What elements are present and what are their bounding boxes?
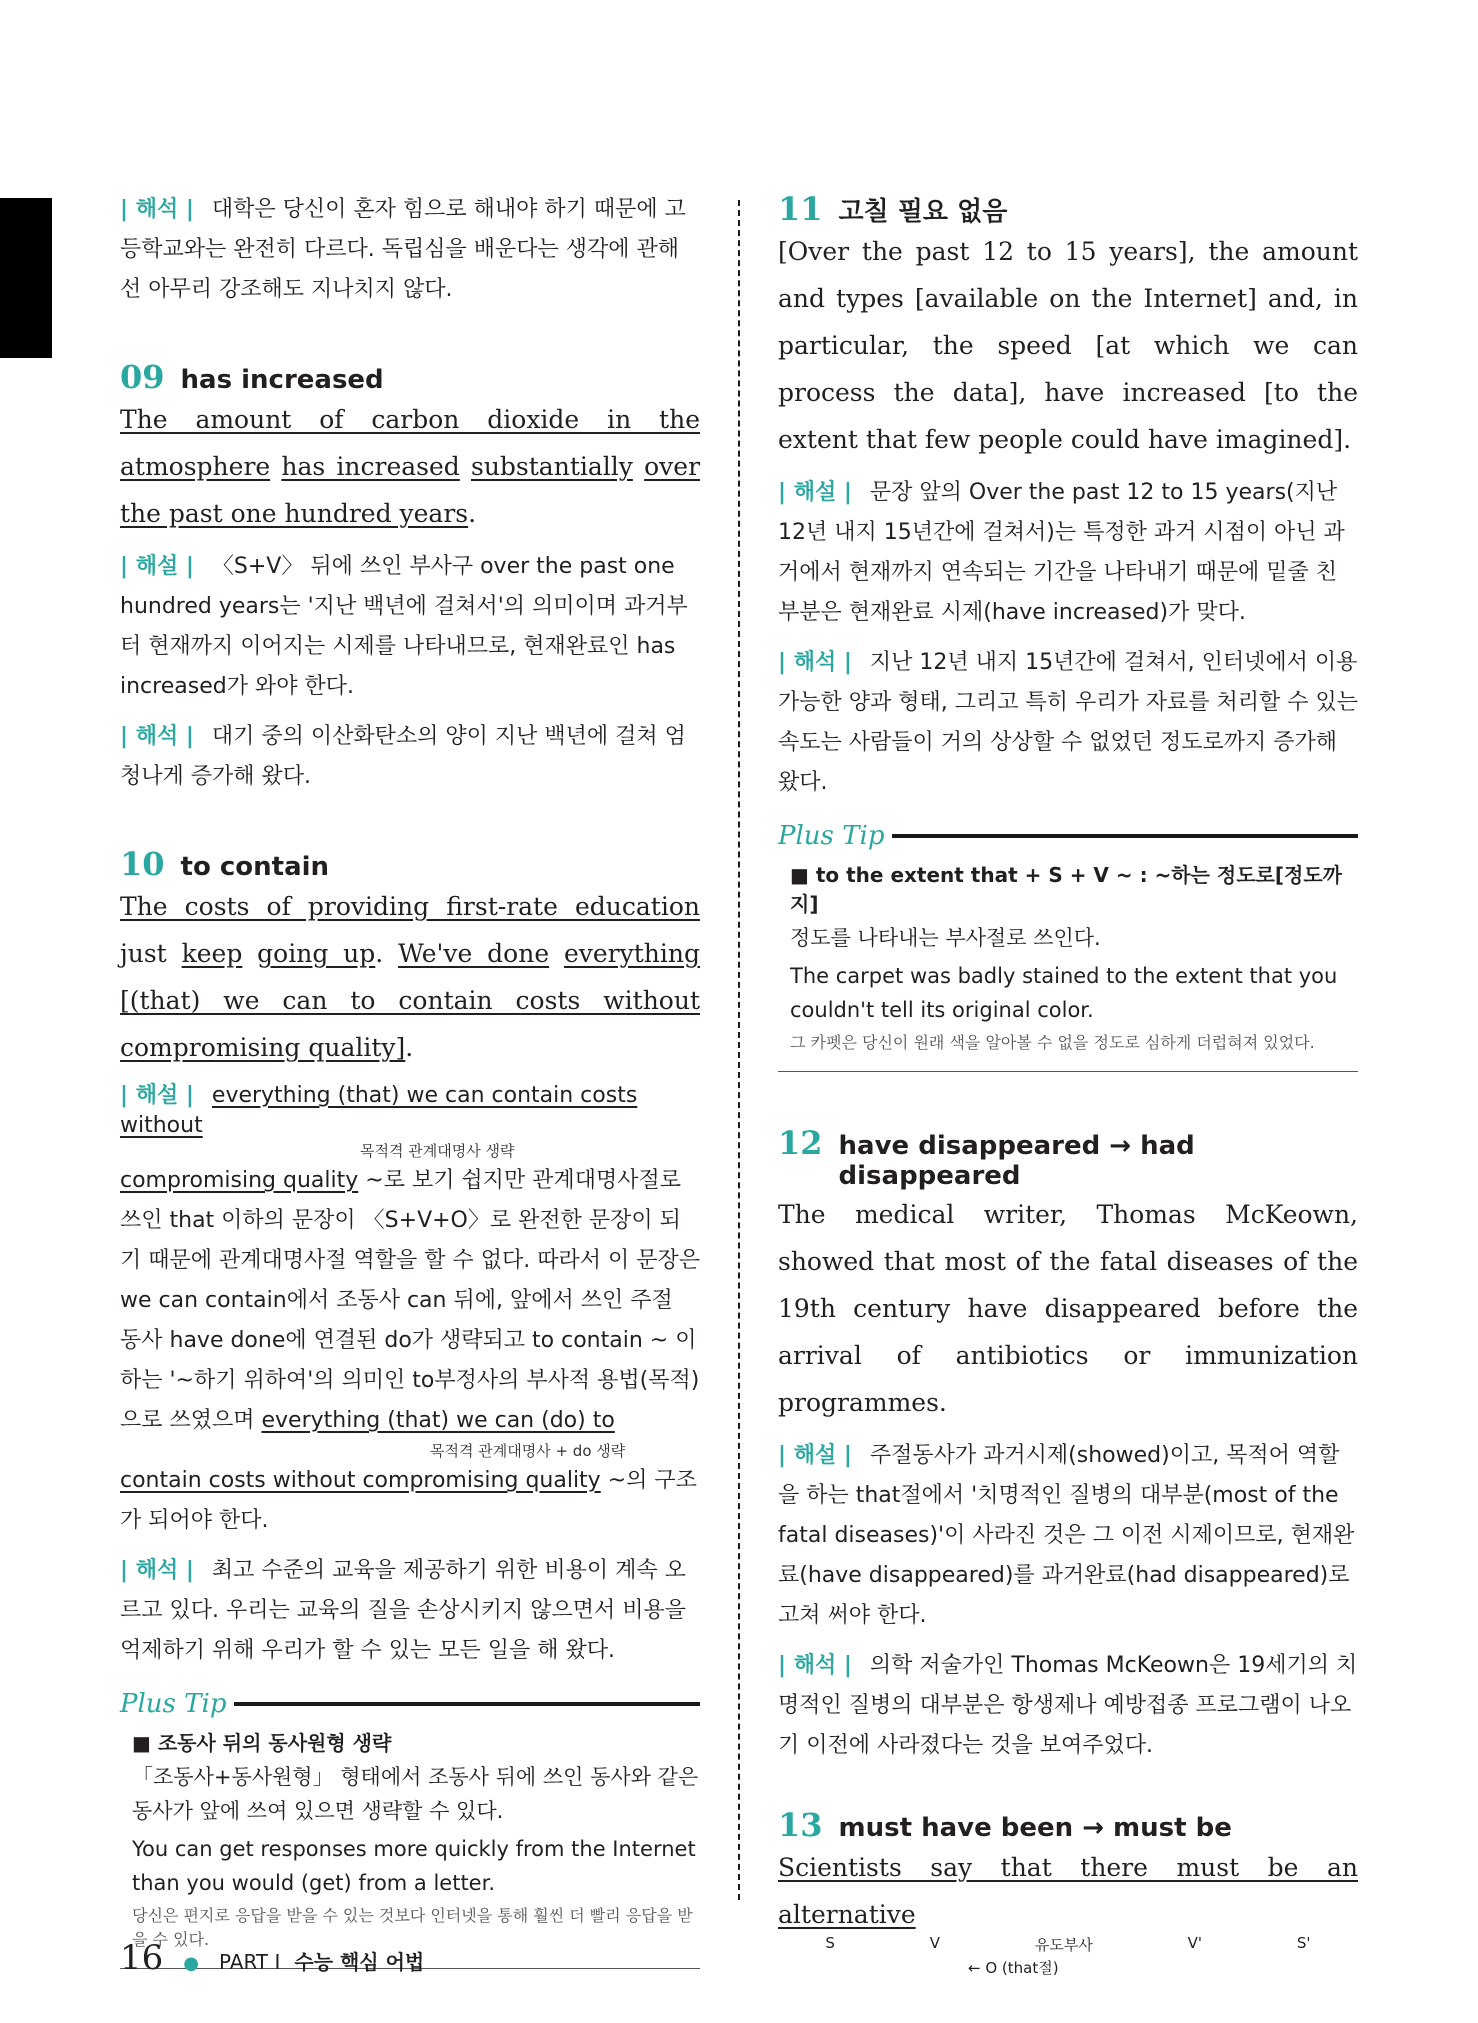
q13-heading: 13 must have been → must be [778, 1806, 1232, 1844]
column-divider [738, 200, 740, 1900]
plus-tip-example: You can get responses more quickly from the Internet than you would (get) from a letter. [132, 1837, 696, 1895]
plus-tip-title: ■ 조동사 뒤의 동사원형 생략 [132, 1731, 392, 1755]
plus-tip-example: The carpet was badly stained to the extent that you couldn't tell its original color. [790, 964, 1338, 1022]
q10-note-1: 목적격 관계대명사 생략 [360, 1142, 515, 1160]
q12-sentence: The medical writer, Thomas McKeown, showed that most of the fatal diseases of the 19th century have disappeared before the arrival of antibiotics or immunization programmes. [778, 1200, 1358, 1417]
q11-explanation: | 해설 | 문장 앞의 Over the past 12 to 15 years(지난 12년 내지 15년간에 걸쳐서)는 특정한 과거 시점이 아닌 과거에서 현재까지 연속되는 기간을 나타내기 때문에 밑줄 친 부분은 현재완료 시제(have increased)가 맞다. [778, 480, 1345, 625]
q09-explanation: | 해설 | 〈S+V〉 뒤에 쓰인 부사구 over the past one hundred years는 '지난 백년에 걸쳐서'의 의미이며 과거부터 현재까지 이어지는 시제를 나타내므로, 현재완료인 has increased가 와야 한다. [120, 554, 688, 699]
part-label: PART I [218, 1950, 281, 1974]
label-haeseok: | 해석 | [120, 197, 194, 222]
chapter-tab [0, 198, 52, 358]
bullet-icon: ● [183, 1953, 199, 1974]
plus-tip-body: 정도를 나타내는 부사절로 쓰인다. [790, 926, 1101, 950]
q13-note: ← O (that절) [968, 1959, 1059, 1977]
plus-tip-translation: 당신은 편지로 응답을 받을 수 있는 것보다 인터넷을 통해 훨씬 더 빨리 응답을 받을 수 있다. [132, 1906, 693, 1949]
q10-heading: 10 to contain [120, 845, 330, 883]
q09-heading: 09 has increased [120, 358, 384, 396]
q09-sentence: The amount of carbon dioxide in the atmosphere has increased substantially over the past one hundred years. [120, 405, 701, 528]
q10-translation: | 해석 | 최고 수준의 교육을 제공하기 위한 비용이 계속 오르고 있다. 우리는 교육의 질을 손상시키지 않으면서 비용을 억제하기 위해 우리가 할 수 있는 모든 일을 해 왔다. [120, 1558, 686, 1663]
plus-tip-left [120, 1689, 700, 1969]
plus-tip-logo: Plus Tip [778, 821, 885, 851]
q12-translation: | 해석 | 의학 저술가인 Thomas McKeown은 19세기의 치명적인 질병의 대부분은 항생제나 예방접종 프로그램이 나오기 이전에 사라졌다는 것을 보여주었다. [778, 1653, 1358, 1758]
q10-note-2: 목적격 관계대명사 + do 생략 [430, 1442, 626, 1460]
plus-tip-translation: 그 카펫은 당신이 원래 색을 알아볼 수 없을 정도로 심하게 더럽혀져 있었다. [790, 1033, 1315, 1052]
left-column [120, 190, 700, 1969]
plus-tip-logo: Plus Tip [120, 1689, 227, 1719]
q11-sentence: [Over the past 12 to 15 years], the amount and types [available on the Internet] and, in particular, the speed [at which we can process the data], have increased [to the extent that few people could have imagined]. [778, 237, 1358, 454]
section-label: 수능 핵심 어법 [294, 1950, 425, 1974]
q13-marks: S V 유도부사 V' S' [825, 1934, 1311, 1954]
plus-tip-title: ■ to the extent that + S + V ~ : ~하는 정도로[정도까지] [790, 863, 1342, 916]
plus-tip-body: 「조동사+동사원형」 형태에서 조동사 뒤에 쓰인 동사와 같은 동사가 앞에 쓰여 있으면 생략할 수 있다. [132, 1765, 699, 1823]
page-number: 16 [120, 1938, 164, 1978]
q11-heading: 11 고칠 필요 없음 [778, 190, 1008, 228]
intro-translation: | 해석 | 대학은 당신이 혼자 힘으로 해내야 하기 때문에 고등학교와는 완전히 다르다. 독립심을 배운다는 생각에 관해선 아무리 강조해도 지나치지 않다. [120, 197, 686, 302]
plus-tip-right [778, 821, 1358, 1072]
q11-translation: | 해석 | 지난 12년 내지 15년간에 걸쳐서, 인터넷에서 이용 가능한 양과 형태, 그리고 특히 우리가 자료를 처리할 수 있는 속도는 사람들이 거의 상상할 수 없었던 정도로까지 증가해 왔다. [778, 650, 1358, 795]
q12-explanation: | 해설 | 주절동사가 과거시제(showed)이고, 목적어 역할을 하는 that절에서 '치명적인 질병의 대부분(most of the fatal diseases)'이 사라진 것은 그 이전 시제이므로, 현재완료(have disappeared)를 과거완료(had disappeared)로 고쳐 써야 한다. [778, 1443, 1355, 1628]
right-column [778, 190, 1358, 1978]
q10-explanation: | 해설 | everything (that) we can contain costs without 목적격 관계대명사 생략 compromising quality ~로 보기 쉽지만 관계대명사절로 쓰인 that 이하의 문장이 〈S+V+O〉로 완전한 문장이 되기 때문에 관계대명사절 역할을 할 수 없다. 따라서 이 문장은 we can contain에서 조동사 can 뒤에, 앞에서 쓰인 주절 동사 have done에 연결된 do가 생략되고 to contain ~ 이하는 '~하기 위하여'의 의미인 to부정사의 부사적 용법(목적)으로 쓰였으며 everything (that) we can (do) to 목적격 관계대명사 + do 생략 contain costs without compromising quality ~의 구조가 되어야 한다. [120, 1083, 700, 1533]
q12-heading: 12 have disappeared → had disappeared [778, 1124, 1195, 1191]
q10-sentence: The costs of providing first-rate education just keep going up. We've done everything [(that) we can to contain costs without compromising quality]. [120, 892, 700, 1062]
page-footer [120, 1938, 424, 1978]
q09-translation: | 해석 | 대기 중의 이산화탄소의 양이 지난 백년에 걸쳐 엄청나게 증가해 왔다. [120, 724, 686, 789]
q13-sentence: Scientists say that there must be an alternative [778, 1853, 1358, 1929]
